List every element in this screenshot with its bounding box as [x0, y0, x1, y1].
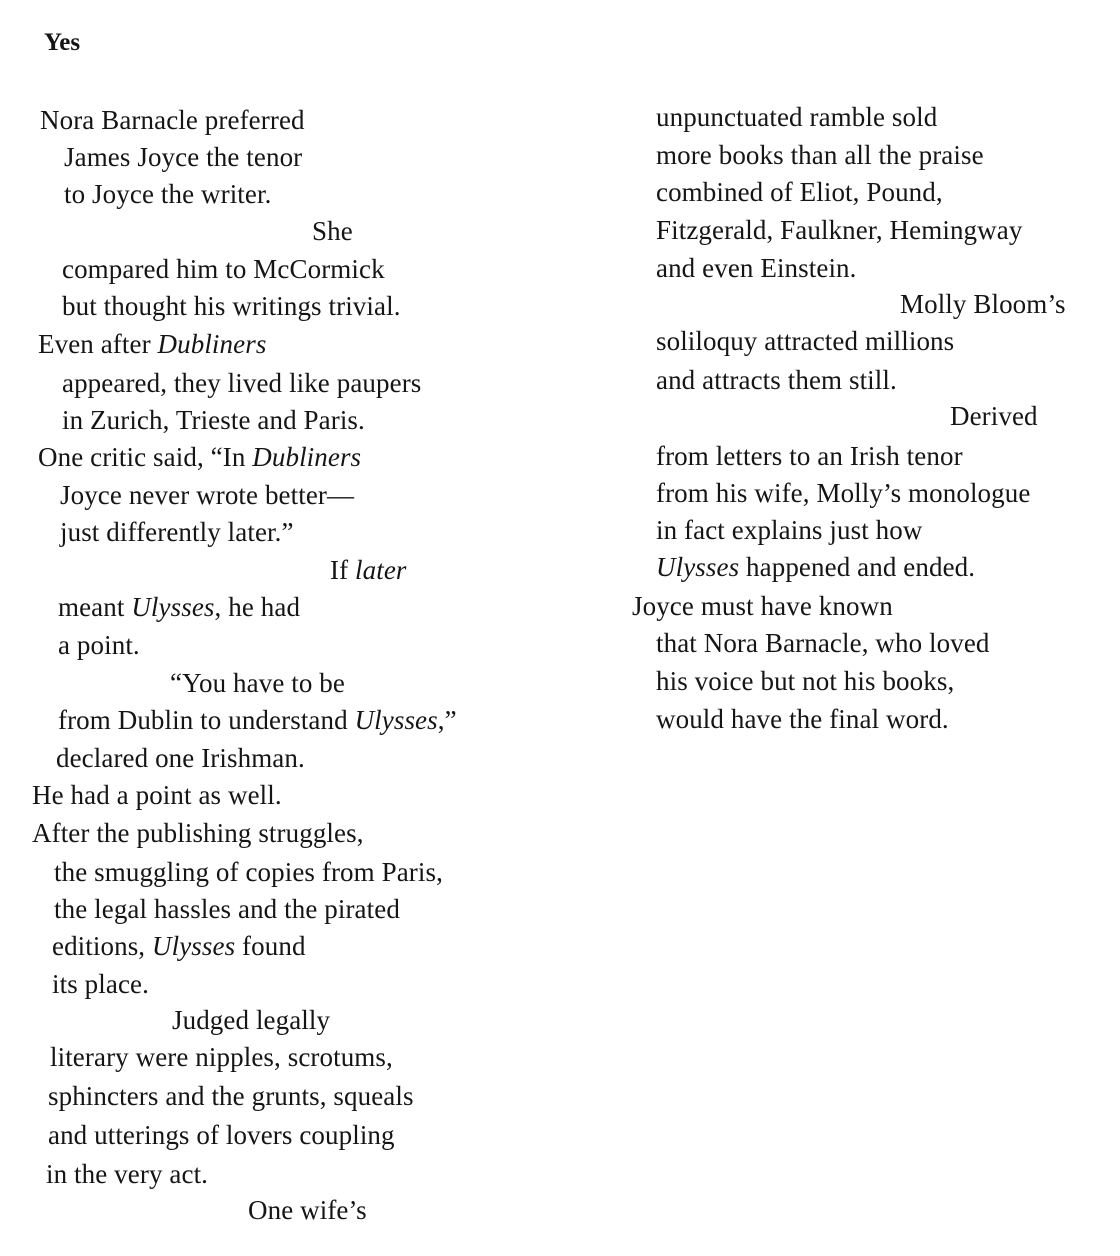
line-text: appeared, they lived like paupers	[62, 368, 422, 398]
line-text: the legal hassles and the pirated	[54, 894, 400, 924]
poem-line	[312, 215, 353, 247]
line-text: combined of Eliot, Pound,	[656, 177, 943, 207]
poem-line	[656, 551, 975, 583]
italic-text: later	[355, 555, 407, 585]
italic-text: Ulysses	[152, 931, 236, 961]
italic-text: Ulysses	[354, 705, 438, 735]
italic-text: Ulysses	[656, 552, 740, 582]
line-text: would have the final word.	[656, 704, 949, 734]
poem-line	[38, 328, 266, 360]
poem-line	[52, 930, 306, 962]
poem-line	[656, 665, 954, 697]
poem-line	[46, 1158, 208, 1190]
poem-line	[248, 1194, 367, 1226]
line-text: She	[312, 216, 353, 246]
line-text: Molly Bloom’s	[900, 289, 1066, 319]
poem-line	[54, 893, 400, 925]
poem-line	[656, 364, 897, 396]
line-text: Fitzgerald, Faulkner, Hemingway	[656, 215, 1023, 245]
italic-text: Ulysses	[131, 592, 215, 622]
line-text: Derived	[950, 401, 1038, 431]
poem-line	[32, 817, 364, 849]
poem-line	[656, 627, 990, 659]
poem-line	[64, 178, 271, 210]
poem-line	[38, 441, 361, 473]
poem-line	[48, 1119, 395, 1151]
poem-line	[60, 479, 354, 511]
line-text: One wife’s	[248, 1195, 367, 1225]
poem-line	[58, 629, 140, 661]
line-text: found	[235, 931, 306, 961]
poem-line	[632, 590, 893, 622]
line-text: and attracts them still.	[656, 365, 897, 395]
line-text: He had a point as well.	[32, 780, 282, 810]
poem-line	[52, 968, 149, 1000]
poem-line	[58, 591, 300, 623]
poem-line	[900, 288, 1066, 320]
poem-line	[32, 779, 282, 811]
poem-line	[330, 554, 407, 586]
line-text: soliloquy attracted millions	[656, 326, 955, 356]
line-text: in fact explains just how	[656, 515, 923, 545]
poem-line	[62, 253, 385, 285]
poem-line	[656, 139, 984, 171]
line-text: ,”	[437, 705, 457, 735]
poem-line	[62, 290, 401, 322]
poem-line	[56, 742, 305, 774]
line-text: declared one Irishman.	[56, 743, 305, 773]
line-text: a point.	[58, 630, 140, 660]
poem-line	[170, 667, 345, 699]
line-text: and utterings of lovers coupling	[48, 1120, 395, 1150]
line-text: his voice but not his books,	[656, 666, 955, 696]
poem-line	[58, 704, 457, 736]
poem-line	[656, 325, 954, 357]
poem-title: Yes	[44, 29, 81, 56]
poem-line	[172, 1004, 330, 1036]
line-text: in Zurich, Trieste and Paris.	[62, 405, 365, 435]
line-text: the smuggling of copies from Paris,	[54, 857, 443, 887]
line-text: unpunctuated ramble sold	[656, 102, 938, 132]
line-text: Joyce never wrote better—	[60, 480, 355, 510]
line-text: but thought his writings trivial.	[62, 291, 401, 321]
italic-text: Dubliners	[252, 442, 362, 472]
line-text: Judged legally	[172, 1005, 331, 1035]
poem-line	[656, 214, 1022, 246]
line-text: , he had	[214, 592, 301, 622]
poem-line	[950, 400, 1038, 432]
poem-line	[656, 703, 949, 735]
line-text: to Joyce the writer.	[64, 179, 272, 209]
line-text: and even Einstein.	[656, 253, 857, 283]
poem-line	[62, 367, 421, 399]
line-text: from letters to an Irish tenor	[656, 441, 963, 471]
line-text: sphincters and the grunts, squeals	[48, 1081, 414, 1111]
line-text: from Dublin to understand	[58, 705, 355, 735]
line-text: in the very act.	[46, 1159, 209, 1189]
poem-line	[656, 477, 1030, 509]
line-text: that Nora Barnacle, who loved	[656, 628, 990, 658]
line-text: literary were nipples, scrotums,	[50, 1042, 393, 1072]
italic-text: Dubliners	[157, 329, 267, 359]
line-text: Nora Barnacle preferred	[40, 105, 305, 135]
poem-line	[656, 176, 943, 208]
poem-line	[48, 1080, 414, 1112]
line-text: more books than all the praise	[656, 140, 984, 170]
poem-line	[50, 1041, 393, 1073]
poem-line	[656, 440, 963, 472]
line-text: meant	[58, 592, 132, 622]
line-text: its place.	[52, 969, 149, 999]
line-text: “You have to be	[170, 668, 345, 698]
line-text: Even after	[38, 329, 158, 359]
line-text: One critic said, “In	[38, 442, 253, 472]
poem-line	[656, 101, 937, 133]
line-text: just differently later.”	[60, 517, 294, 547]
line-text: If	[330, 555, 356, 585]
poem-line	[40, 104, 305, 136]
poem-line	[62, 404, 365, 436]
poem-line	[60, 516, 294, 548]
line-text: happened and ended.	[739, 552, 976, 582]
line-text: Joyce must have known	[632, 591, 893, 621]
poem-line	[656, 514, 922, 546]
poem-line	[64, 141, 302, 173]
line-text: After the publishing struggles,	[32, 818, 364, 848]
poem-line	[54, 856, 443, 888]
line-text: editions,	[52, 931, 152, 961]
line-text: James Joyce the tenor	[64, 142, 303, 172]
poem-line	[656, 252, 857, 284]
line-text: compared him to McCormick	[62, 254, 385, 284]
line-text: from his wife, Molly’s monologue	[656, 478, 1031, 508]
